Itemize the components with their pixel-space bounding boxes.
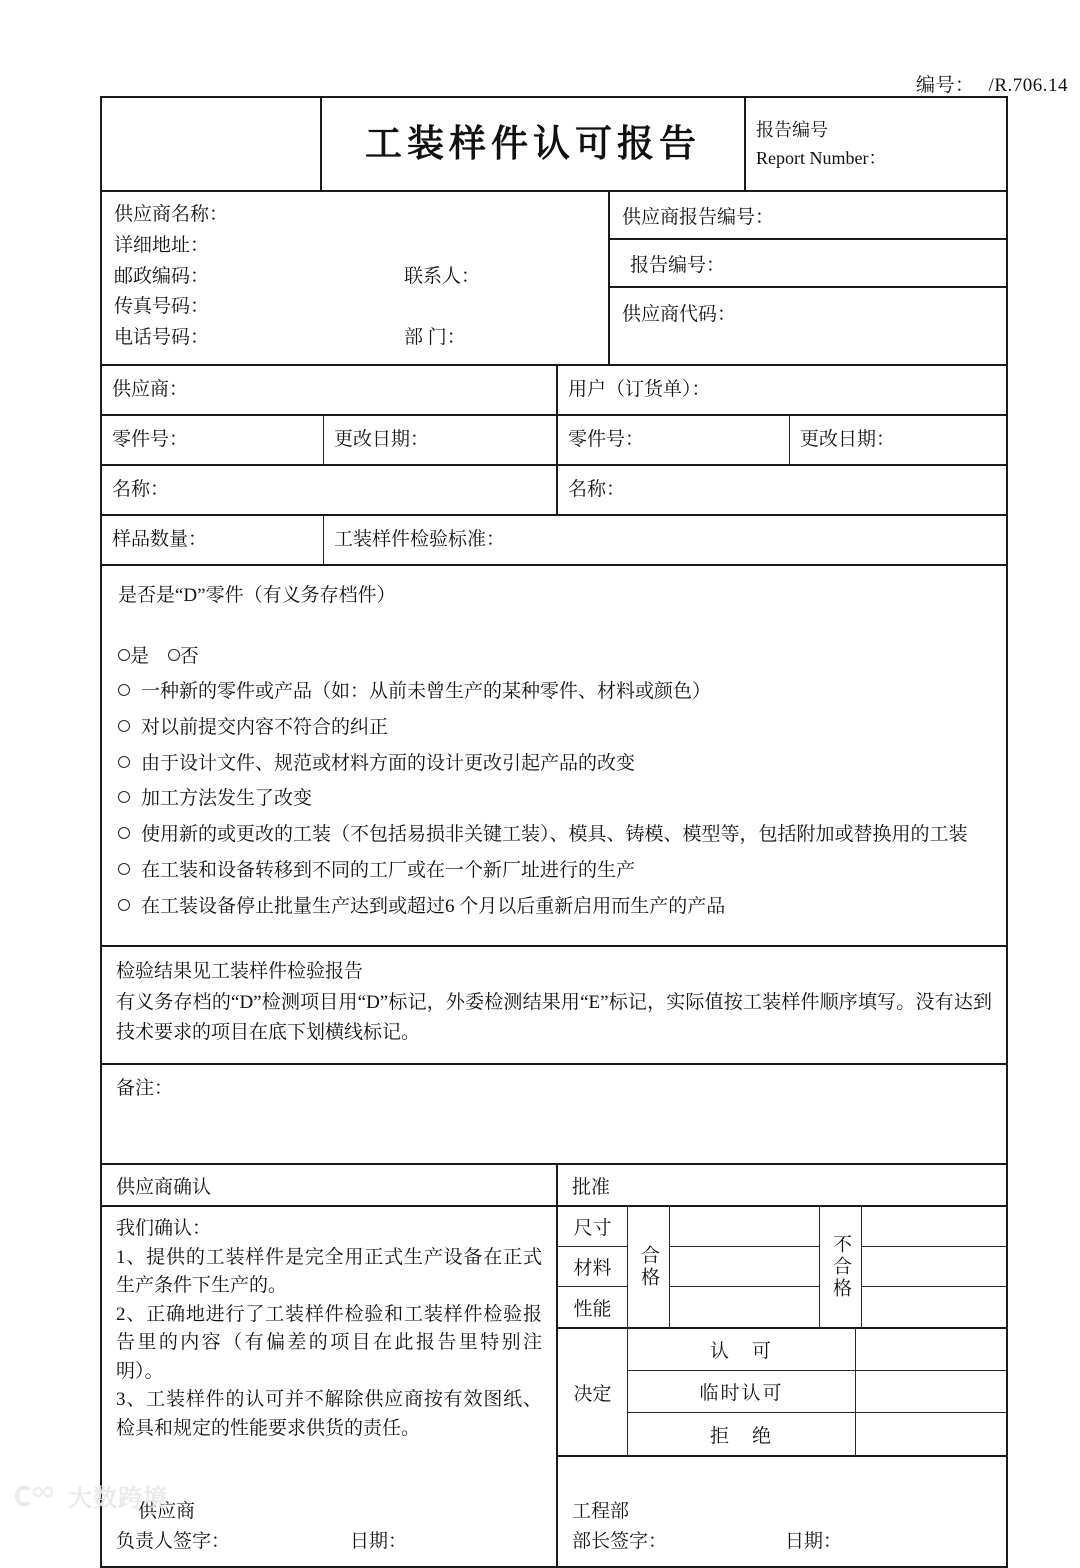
field-postcode-label: 邮政编码： bbox=[114, 265, 210, 287]
field-report-number[interactable]: 报告编号： bbox=[610, 240, 1006, 288]
radio-circle-icon[interactable] bbox=[118, 684, 130, 696]
supplier-confirmation-caption: 供应商确认 bbox=[102, 1165, 556, 1207]
report-number-label-en: Report Number： bbox=[756, 148, 887, 168]
fail-column-header bbox=[820, 1207, 862, 1327]
confirmation-item: 2、正确地进行了工装样件检验和工装样件检验报告里的内容（有偏差的项目在此报告里特别注明）。 bbox=[116, 1303, 542, 1382]
fail-label: 不合格 bbox=[830, 1234, 851, 1301]
option-no-label: 否 bbox=[179, 645, 199, 667]
approval-caption: 批准 bbox=[558, 1165, 1006, 1207]
field-change-date-right[interactable]: 更改日期： bbox=[800, 428, 896, 450]
field-supplier-name-label: 供应商名称： bbox=[114, 204, 229, 225]
field-supplier-name[interactable] bbox=[114, 200, 596, 231]
supplier-info-band bbox=[102, 192, 1006, 366]
pass-entry-column bbox=[670, 1207, 820, 1327]
pass-entry-cell[interactable] bbox=[670, 1207, 819, 1247]
decision-grid-inner bbox=[558, 1329, 1006, 1455]
decision-option-column bbox=[628, 1329, 856, 1455]
fail-entry-cell[interactable] bbox=[862, 1247, 1006, 1287]
checklist-item-label: 在工装设备停止批量生产达到或超过6 个月以后重新启用而生产的产品 bbox=[141, 896, 726, 918]
checklist-heading: 是否是“D”零件（有义务存档件） bbox=[118, 584, 396, 606]
checklist-item-label: 使用新的或更改的工装（不包括易损非关键工装）、模具、铸模、模型等，包括附加或替换用的工装 bbox=[141, 824, 968, 846]
fail-entry-cell[interactable] bbox=[862, 1207, 1006, 1247]
field-change-date-left[interactable]: 更改日期： bbox=[324, 416, 558, 464]
field-postcode-contact[interactable] bbox=[114, 262, 596, 293]
option-yes[interactable] bbox=[118, 646, 149, 667]
confirmation-text-block bbox=[102, 1207, 556, 1447]
decision-entry-cell[interactable] bbox=[856, 1413, 1006, 1455]
fail-entry-column bbox=[862, 1207, 1006, 1327]
criteria-performance: 性能 bbox=[573, 1298, 612, 1320]
field-part-number-right[interactable]: 零件号： bbox=[558, 416, 790, 464]
title-container bbox=[322, 98, 746, 190]
pass-label: 合格 bbox=[638, 1245, 659, 1290]
watermark-text: 大数跨境 bbox=[68, 1485, 168, 1512]
field-contact-person-label: 联系人： bbox=[404, 265, 481, 287]
engineering-signature-label: 部长签字： bbox=[572, 1530, 668, 1552]
checklist-item[interactable] bbox=[118, 821, 990, 850]
supplier-contact-block bbox=[102, 192, 610, 364]
document-reference-label: 编号： bbox=[916, 75, 975, 96]
radio-circle-icon[interactable] bbox=[118, 899, 130, 911]
title-logo-placeholder bbox=[102, 98, 322, 190]
option-yes-label: 是 bbox=[130, 645, 150, 667]
yes-no-options bbox=[118, 641, 990, 668]
sample-row bbox=[102, 516, 1006, 566]
supplier-date-label: 日期： bbox=[350, 1530, 408, 1552]
supplier-signature-row bbox=[116, 1527, 542, 1556]
document-reference-number bbox=[916, 70, 1068, 97]
watermark bbox=[14, 1478, 168, 1513]
pass-column-header bbox=[628, 1207, 670, 1327]
party-row bbox=[102, 366, 1006, 416]
field-department-label: 部 门： bbox=[404, 327, 466, 349]
radio-circle-icon[interactable] bbox=[168, 649, 180, 661]
page-title: 工装样件认可报告 bbox=[365, 123, 701, 165]
field-fax[interactable] bbox=[114, 292, 596, 323]
option-no[interactable] bbox=[168, 646, 199, 667]
title-band bbox=[102, 98, 1006, 192]
criteria-material: 材料 bbox=[558, 1247, 627, 1287]
confirmation-band bbox=[102, 1165, 1006, 1566]
remark-section[interactable] bbox=[102, 1065, 1006, 1165]
decision-entry-cell[interactable] bbox=[856, 1371, 1006, 1413]
report-number-label-cn: 报告编号 bbox=[756, 119, 828, 140]
approval-report-form bbox=[100, 96, 1008, 1568]
criteria-name-column bbox=[558, 1207, 628, 1327]
checklist-item-label: 加工方法发生了改变 bbox=[141, 788, 313, 810]
field-fax-label: 传真号码： bbox=[114, 296, 210, 318]
field-sample-quantity[interactable]: 样品数量： bbox=[102, 516, 324, 564]
report-number-block bbox=[746, 98, 1006, 190]
decision-temporary-approved[interactable]: 临时认可 bbox=[628, 1371, 856, 1413]
supplier-signature-block[interactable] bbox=[102, 1497, 556, 1566]
fail-entry-cell[interactable] bbox=[862, 1287, 1006, 1327]
document-reference-value: /R.706.14 bbox=[988, 75, 1068, 96]
checklist-item[interactable] bbox=[118, 785, 990, 814]
results-note-line1: 检验结果见工装样件检验报告 bbox=[116, 960, 364, 982]
criteria-grid bbox=[558, 1207, 1006, 1327]
decision-rejected[interactable]: 拒 绝 bbox=[628, 1413, 856, 1455]
checklist-item-label: 由于设计文件、规范或材料方面的设计更改引起产品的改变 bbox=[141, 752, 636, 774]
confirmation-item: 1、提供的工装样件是完全用正式生产设备在正式生产条件下生产的。 bbox=[116, 1246, 542, 1297]
field-address[interactable] bbox=[114, 231, 596, 262]
checklist-item[interactable] bbox=[118, 750, 990, 779]
confirmation-item: 3、工装样件的认可并不解除供应商按有效图纸、检具和规定的性能要求供货的责任。 bbox=[116, 1389, 542, 1439]
checklist-item-label: 在工装和设备转移到不同的工厂或在一个新厂址进行的生产 bbox=[141, 860, 636, 882]
field-phone-department[interactable] bbox=[114, 323, 596, 354]
approval-grid bbox=[558, 1207, 1006, 1329]
field-address-label: 详细地址： bbox=[114, 234, 210, 256]
remark-label: 备注： bbox=[116, 1078, 174, 1100]
engineering-signature-block[interactable] bbox=[558, 1497, 1006, 1566]
decision-label: 决定 bbox=[558, 1329, 628, 1455]
radio-circle-icon[interactable] bbox=[118, 827, 130, 839]
field-supplier[interactable]: 供应商： bbox=[102, 366, 558, 414]
pass-entry-cell[interactable] bbox=[670, 1287, 819, 1327]
radio-circle-icon[interactable] bbox=[118, 863, 130, 875]
report-identifier-block bbox=[610, 192, 1006, 364]
field-phone-label: 电话号码： bbox=[114, 327, 210, 349]
results-note-section bbox=[102, 947, 1006, 1065]
checklist-item-label: 对以前提交内容不符合的纠正 bbox=[141, 716, 389, 738]
d-part-checklist-section bbox=[102, 566, 1006, 947]
part-number-row bbox=[102, 416, 1006, 466]
radio-circle-icon[interactable] bbox=[118, 791, 130, 803]
checklist-item[interactable] bbox=[118, 678, 990, 707]
checklist-item[interactable] bbox=[118, 714, 990, 743]
checklist-item[interactable] bbox=[118, 893, 990, 922]
radio-circle-icon[interactable] bbox=[118, 756, 130, 768]
field-name-left[interactable]: 名称： bbox=[102, 466, 558, 514]
criteria-dimension: 尺寸 bbox=[558, 1207, 627, 1247]
checklist-item-label: 一种新的零件或产品（如：从前未曾生产的某种零件、材料或颜色） bbox=[141, 680, 712, 702]
field-supplier-report-number[interactable]: 供应商报告编号： bbox=[610, 192, 1006, 240]
decision-approved[interactable]: 认 可 bbox=[628, 1329, 856, 1371]
field-name-right[interactable]: 名称： bbox=[568, 478, 626, 500]
engineering-dept-label: 工程部 bbox=[572, 1501, 630, 1523]
checklist-item[interactable] bbox=[118, 857, 990, 886]
field-part-number-left[interactable]: 零件号： bbox=[102, 416, 324, 464]
decision-entry-column bbox=[856, 1329, 1006, 1455]
supplier-org-label: 供应商 bbox=[138, 1501, 196, 1523]
engineering-signature-row bbox=[572, 1527, 992, 1556]
supplier-signature-spacer bbox=[102, 1447, 556, 1497]
supplier-signature-label: 负责人签字： bbox=[116, 1530, 231, 1552]
field-supplier-code[interactable]: 供应商代码： bbox=[622, 303, 737, 325]
watermark-logo-icon bbox=[14, 1483, 58, 1509]
confirmation-intro: 我们确认： bbox=[116, 1218, 212, 1240]
supplier-confirmation-column bbox=[102, 1165, 558, 1566]
field-customer-order[interactable]: 用户（订货单）： bbox=[568, 378, 711, 400]
decision-entry-cell[interactable] bbox=[856, 1329, 1006, 1371]
radio-circle-icon[interactable] bbox=[118, 720, 130, 732]
approval-column bbox=[558, 1165, 1006, 1566]
results-note-line2: 有义务存档的“D”检测项目用“D”标记，外委检测结果用“E”标记，实际值按工装样件顺序填写。没有达到技术要求的项目在底下划横线标记。 bbox=[116, 991, 992, 1044]
engineering-date-label: 日期： bbox=[785, 1530, 843, 1552]
pass-entry-cell[interactable] bbox=[670, 1247, 819, 1287]
approval-signature-spacer bbox=[558, 1457, 1006, 1497]
field-inspection-standard[interactable]: 工装样件检验标准： bbox=[334, 528, 506, 550]
decision-grid bbox=[558, 1329, 1006, 1457]
radio-circle-icon[interactable] bbox=[118, 649, 130, 661]
name-row bbox=[102, 466, 1006, 516]
